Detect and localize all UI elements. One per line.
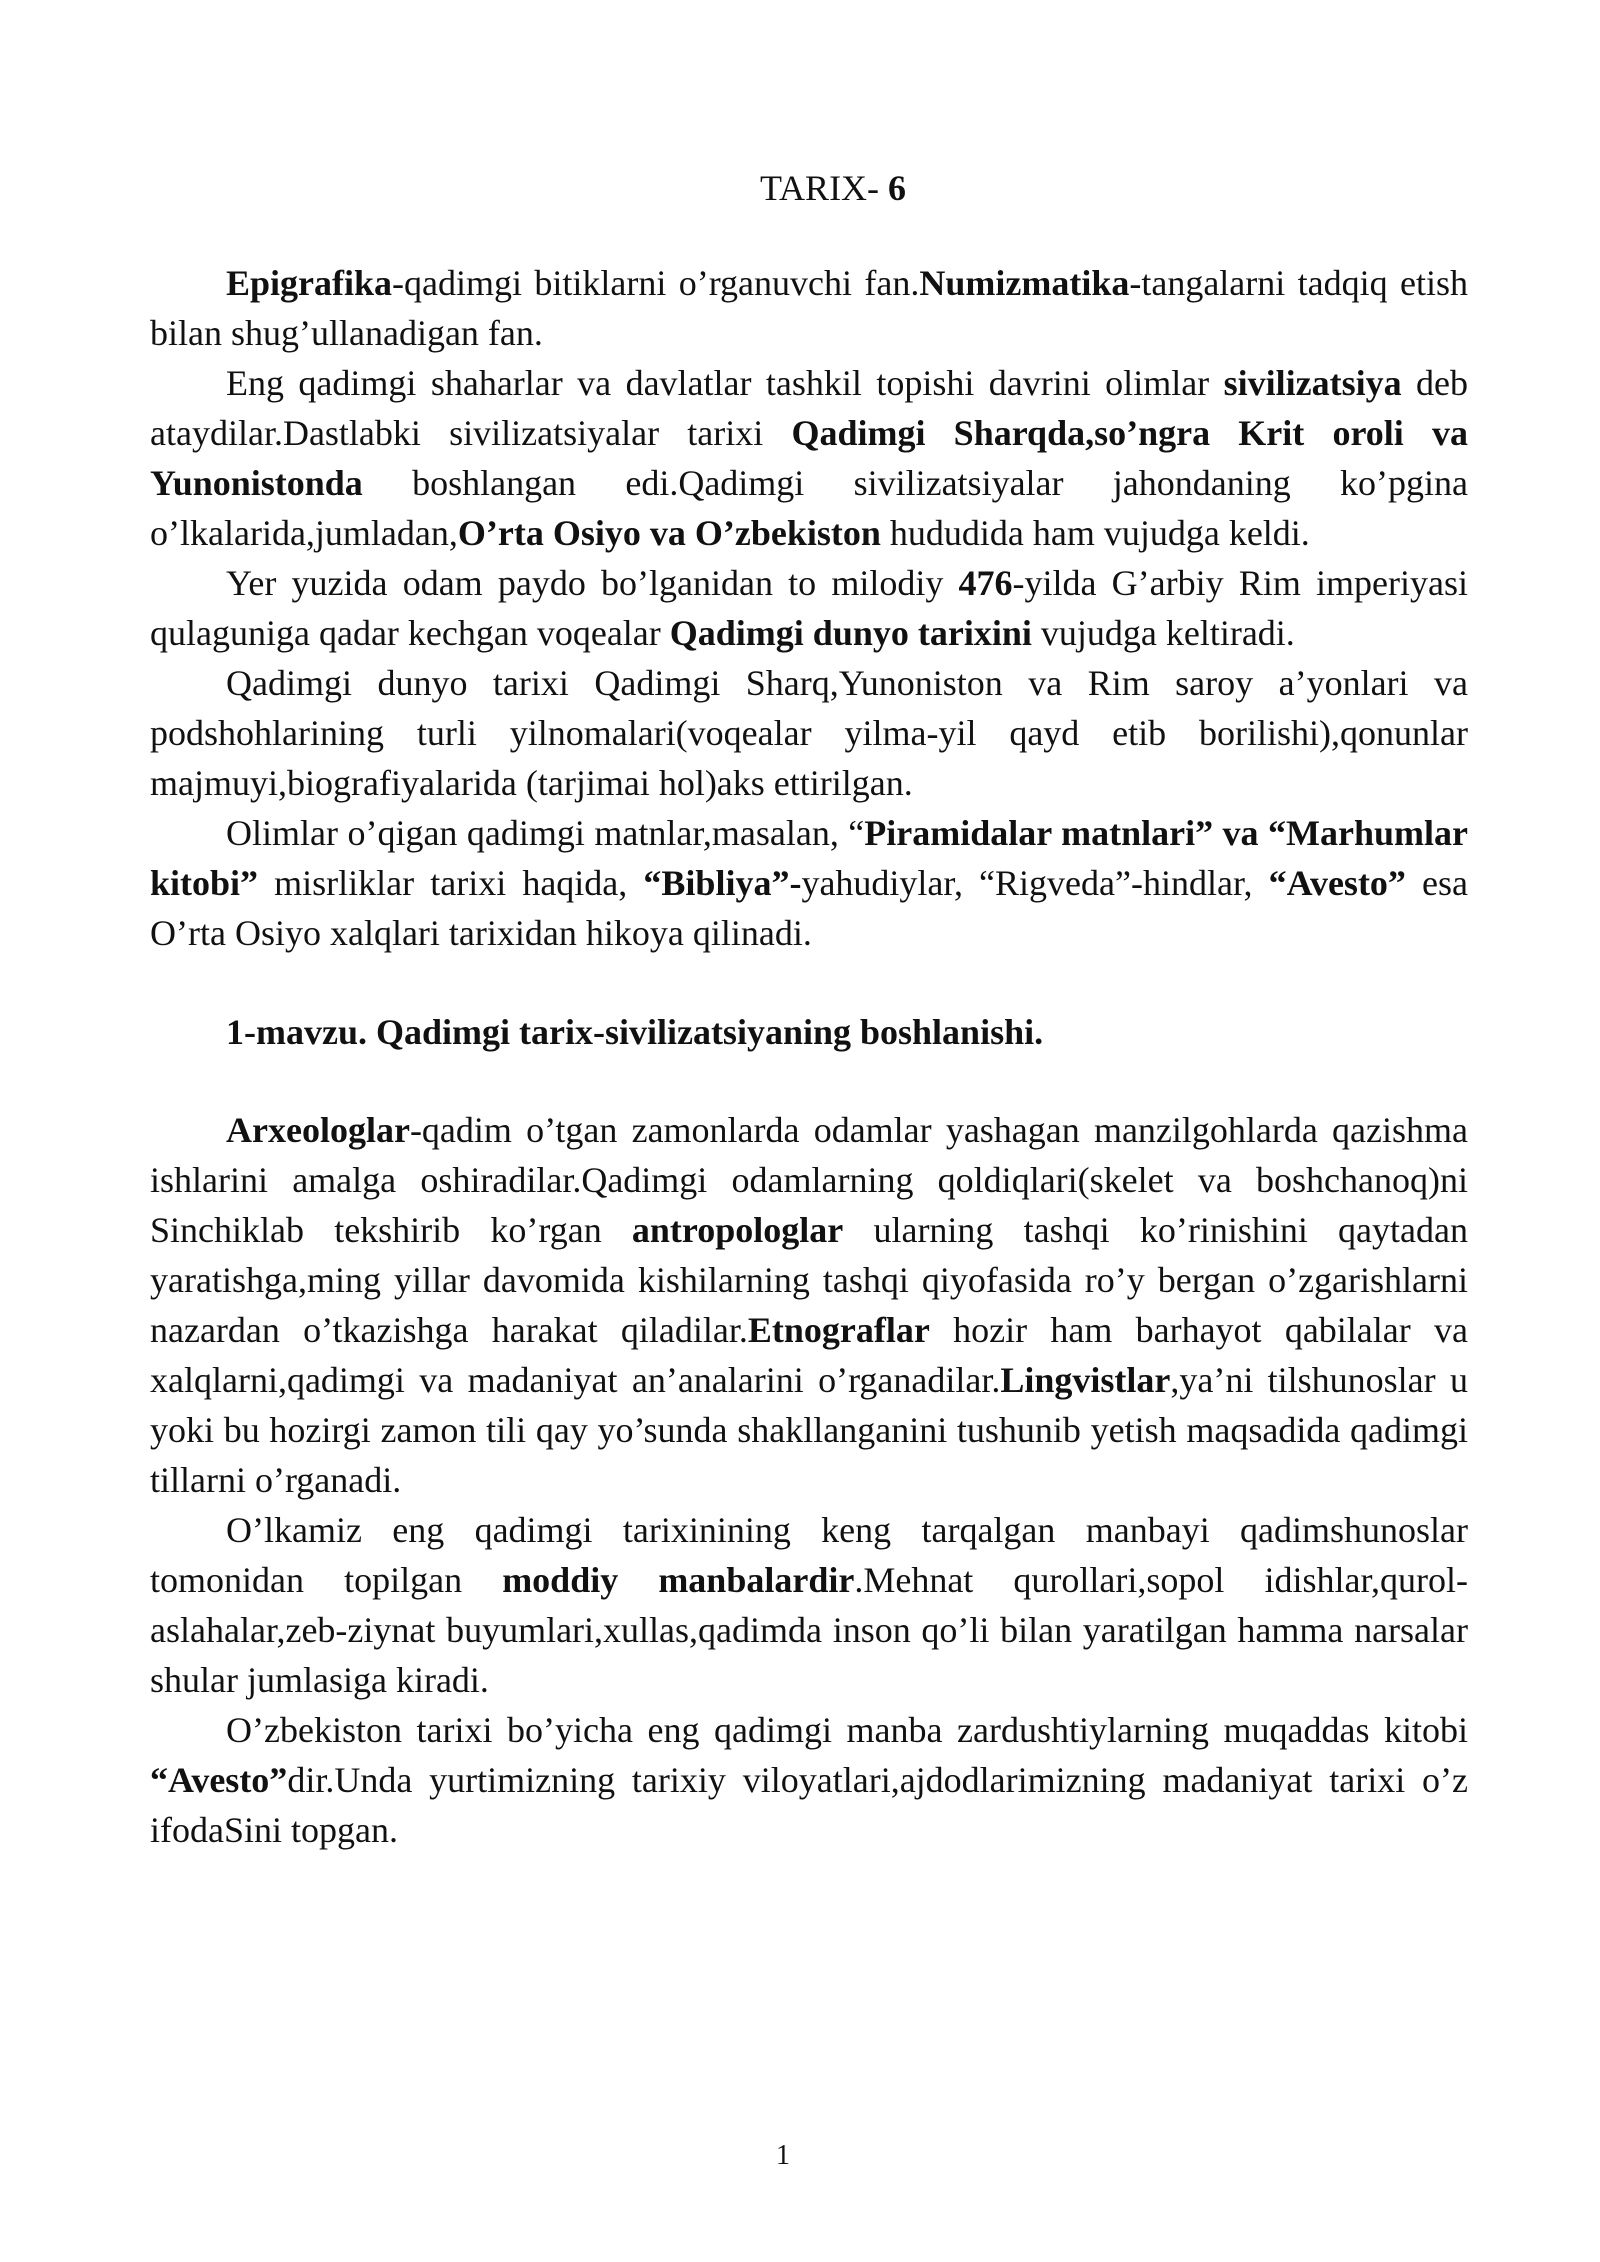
bold-term: Arxeologlar [226, 1110, 410, 1150]
bold-term: antropologlar [631, 1210, 844, 1250]
paragraph-text: ,ya’ni tilshunoslar u yoki bu hozirgi zamon tili qay yo’sunda shakllanganini tushunib yetish maqsadida qadimgi tillarni o’rganadi. [150, 1360, 1468, 1500]
paragraph-text: -tangalarni tadqiq etish bilan shug’ullanadigan fan. [150, 263, 1468, 353]
bold-term: sivilizatsiya [1223, 363, 1402, 403]
paragraph-text: misrliklar tarixi haqida, [258, 863, 644, 903]
title-number: 6 [888, 168, 907, 208]
paragraph-text: hududida ham vujudga keldi. [880, 513, 1310, 553]
paragraph-manbalar [150, 1505, 1468, 1705]
paragraph-epigrafika [150, 258, 1468, 358]
paragraph-text: -qadim o’tgan zamonlarda odamlar yashagan manzilgohlarda qazishma ishlarini amalga oshiradilar.Qadimgi odamlarning qoldiqlari(skelet va boshchanoq)ni Sinchiklab tekshirib ko’rgan [150, 1110, 1468, 1250]
paragraph-text: -yilda G’arbiy Rim imperiyasi qulaguniga qadar kechgan voqealar [150, 563, 1468, 653]
bold-term: Qadimgi dunyo tarixini [669, 613, 1032, 653]
paragraph-text: -qadimgi bitiklarni o’rganuvchi fan. [392, 263, 920, 303]
paragraph-sivilizatsiya [150, 358, 1468, 558]
paragraph-text: .Mehnat qurollari,sopol idishlar,qurol-aslahalar,zeb-ziynat buyumlari,xullas,qadimda inson qo’li bilan yaratilgan hamma narsalar shular jumlasiga kiradi. [150, 1560, 1469, 1700]
bold-term: Piramidalar matnlari” va “Marhumlar kitobi” [150, 813, 1468, 903]
paragraph-text: yahudiylar, “Rigveda”-hindlar, [801, 863, 1269, 903]
paragraph-yilnomalar [150, 658, 1468, 808]
bold-term: “Avesto” [150, 1760, 288, 1800]
paragraph-avesto [150, 1705, 1468, 1855]
page-number: 1 [776, 2140, 790, 2171]
term-epigrafika: Epigrafika [226, 263, 393, 303]
bold-term: Etnograflar [747, 1310, 930, 1350]
paragraph-text: Eng qadimgi shaharlar va davlatlar tashkil topishi davrini olimlar [226, 363, 1224, 403]
paragraph-text: Olimlar o’qigan qadimgi matnlar,masalan, “ [226, 813, 865, 853]
paragraph-arxeologlar [150, 1105, 1468, 1505]
paragraph-text: O’lkamiz eng qadimgi tarixinining keng tarqalgan manbayi qadimshunoslar tomonidan topilgan [150, 1510, 1468, 1600]
section-heading: 1-mavzu. Qadimgi tarix-sivilizatsiyaning boshlanishi. [226, 1012, 1044, 1052]
paragraph-text: vujudga keltiradi. [1031, 613, 1295, 653]
page-title [0, 166, 1600, 210]
document-body [150, 258, 1468, 1855]
bold-term: O’rta Osiyo va O’zbekiston [457, 513, 881, 553]
paragraph-matnlar [150, 808, 1468, 958]
paragraph-text: Yer yuzida odam paydo bo’lganidan to milodiy [226, 563, 959, 603]
term-numizmatika: Numizmatika [919, 263, 1130, 303]
bold-term: Lingvistlar [1000, 1360, 1171, 1400]
paragraph-text: deb ataydilar.Dastlabki sivilizatsiyalar tarixi [150, 363, 1468, 453]
bold-term: “Bibliya”- [643, 863, 802, 903]
paragraph-text: esa O’rta Osiyo xalqlari tarixidan hikoya qilinadi. [150, 863, 1469, 953]
bold-term: moddiy manbalardir [502, 1560, 855, 1600]
title-prefix: TARIX- [759, 168, 889, 208]
paragraph-text: O’zbekiston tarixi bo’yicha eng qadimgi manba zardushtiylarning muqaddas kitobi [226, 1710, 1468, 1750]
paragraph-text: hozir ham barhayot qabilalar va xalqlarni,qadimgi va madaniyat an’analarini o’rganadilar. [150, 1310, 1468, 1400]
paragraph-qadimgi-dunyo [150, 558, 1468, 658]
paragraph-text: ularning tashqi ko’rinishini qaytadan yaratishga,ming yillar davomida kishilarning tashqi qiyofasida ro’y bergan o’zgarishlarni nazardan o’tkazishga harakat qiladilar. [150, 1210, 1468, 1350]
paragraph-text: boshlangan edi.Qadimgi sivilizatsiyalar jahondaning ko’pgina o’lkalarida,jumladan, [150, 463, 1468, 553]
paragraph-text: Qadimgi dunyo tarixi Qadimgi Sharq,Yunoniston va Rim saroy a’yonlari va podshohlarining turli yilnomalari(voqealar yilma-yil qayd etib borilishi),qonunlar majmuyi,biografiyalarida (tarjimai hol)aks ettirilgan. [150, 663, 1468, 803]
bold-term: Qadimgi Sharqda,so’ngra Krit oroli va Yunonistonda [150, 413, 1469, 503]
paragraph-text: dir.Unda yurtimizning tarixiy viloyatlari,ajdodlarimizning madaniyat tarixi o’z ifodaSini topgan. [150, 1760, 1468, 1850]
bold-term: 476 [958, 563, 1013, 603]
bold-term: “Avesto” [1268, 863, 1406, 903]
